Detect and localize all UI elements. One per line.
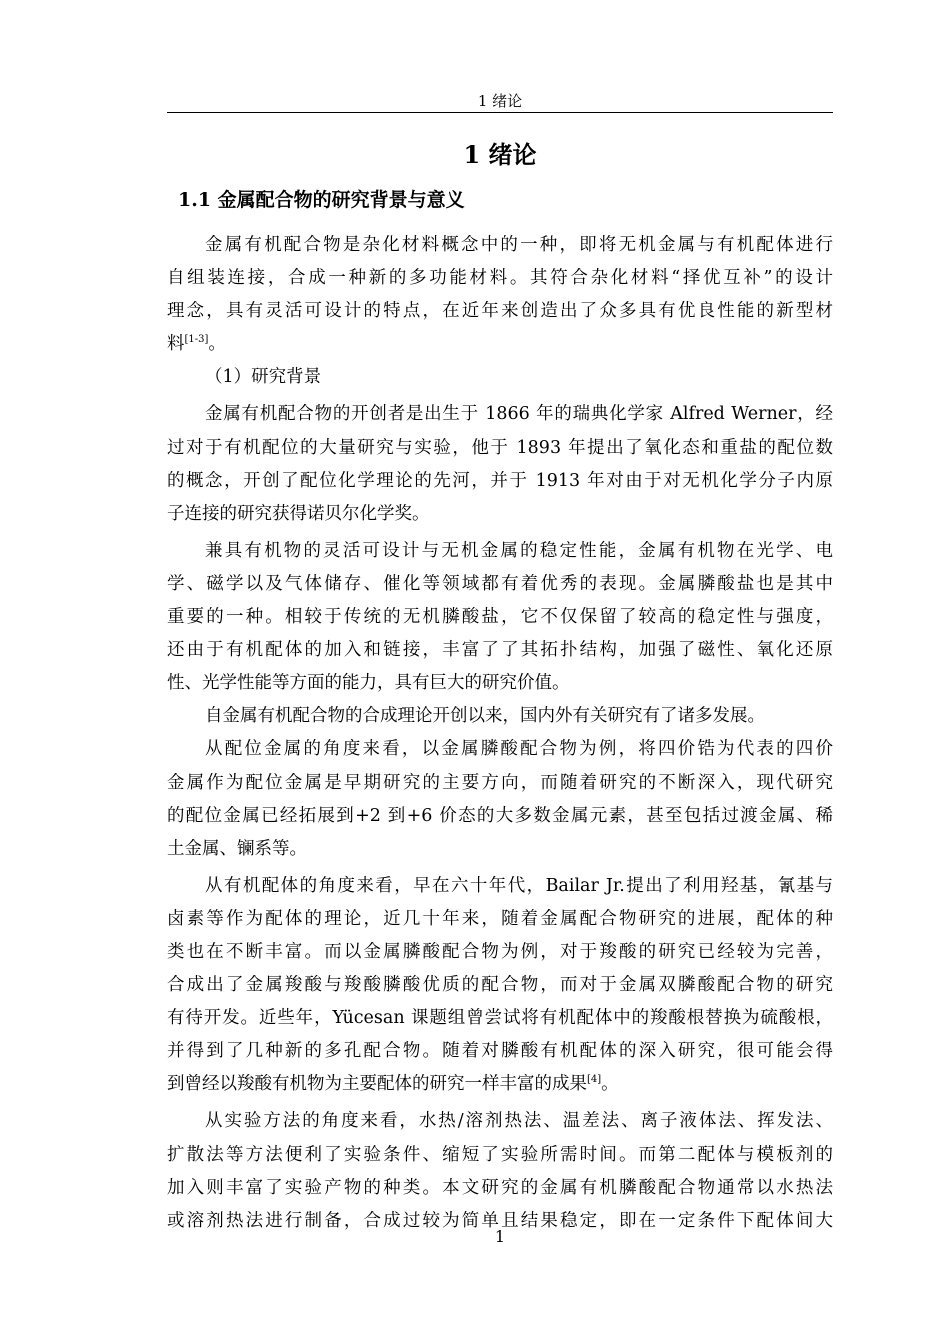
text-line [167, 767, 833, 800]
line-text: 金属有机配合物是杂化材料概念中的一种，即将无机金属与有机配体进行 [205, 235, 833, 255]
line-text: 理念，具有灵活可设计的特点，在近年来创造出了众多具有优良性能的新型材 [167, 301, 833, 322]
line-text: 合成出了金属羧酸与羧酸膦酸优质的配合物，而对于金属双膦酸配合物的研究 [167, 975, 833, 996]
line-text: 扩散法等方法便利了实验条件、缩短了实验所需时间。而第二配体与模板剂的 [167, 1144, 833, 1165]
text-line [167, 262, 833, 295]
text-line [167, 1105, 833, 1138]
paragraph [167, 361, 833, 394]
text-line [167, 498, 833, 531]
text-line [167, 535, 833, 568]
text-line [167, 936, 833, 969]
text-line [167, 1139, 833, 1172]
line-tail: 。 [601, 1074, 619, 1095]
citation-superscript: [4] [587, 1074, 602, 1086]
line-text: 从有机配体的角度来看，早在六十年代，Bailar Jr.提出了利用羟基，氰基与 [205, 875, 833, 896]
page-number: 1 [494, 1227, 506, 1246]
line-text: 兼具有机物的灵活可设计与无机金属的稳定性能，金属有机物在光学、电 [205, 540, 833, 561]
paragraph [167, 733, 833, 865]
line-text: 性、光学性能等方面的能力，具有巨大的研究价值。 [167, 673, 570, 694]
section-title: 1.1 金属配合物的研究背景与意义 [178, 189, 465, 211]
text-line [167, 601, 833, 634]
header-rule [167, 112, 833, 113]
text-line [167, 800, 833, 833]
text-line [167, 328, 833, 361]
text-line [167, 833, 833, 866]
line-text: 料 [167, 334, 185, 355]
text-line [167, 1035, 833, 1068]
line-text: 子连接的研究获得诺贝尔化学奖。 [167, 503, 430, 524]
text-line [167, 733, 833, 766]
paragraph [167, 535, 833, 700]
line-text: （1）研究背景 [205, 367, 322, 388]
line-text: 学、磁学以及气体储存、催化等领域都有着优秀的表现。金属膦酸盐也是其中 [167, 573, 833, 594]
text-line [167, 465, 833, 498]
line-text: 的配位金属已经拓展到+2 到+6 价态的大多数金属元素，甚至包括过渡金属、稀 [167, 805, 833, 826]
paragraph [167, 700, 833, 733]
paragraph [167, 229, 833, 361]
text-line [167, 398, 833, 431]
text-line [167, 229, 833, 262]
line-text: 从实验方法的角度来看，水热/溶剂热法、温差法、离子液体法、挥发法、 [205, 1111, 833, 1132]
line-text: 还由于有机配体的加入和链接，丰富了了其拓扑结构，加强了磁性、氧化还原 [167, 640, 833, 661]
line-text: 过对于有机配位的大量研究与实验，他于 1893 年提出了氧化态和重盐的配位数 [167, 437, 833, 458]
text-line [167, 1172, 833, 1205]
line-text: 土金属、镧系等。 [167, 838, 307, 859]
line-text: 加入则丰富了实验产物的种类。本文研究的金属有机膦酸配合物通常以水热法 [167, 1177, 833, 1198]
text-line [167, 1068, 833, 1101]
text-line [167, 903, 833, 936]
text-line [167, 870, 833, 903]
line-tail: 。 [208, 334, 226, 355]
line-text: 或溶剂热法进行制备，合成过较为简单且结果稳定，即在一定条件下配体间大 [167, 1210, 833, 1231]
line-text: 到曾经以羧酸有机物为主要配体的研究一样丰富的成果 [167, 1074, 587, 1095]
text-line [167, 1002, 833, 1035]
line-text: 卤素等作为配体的理论，近几十年来，随着金属配合物研究的进展，配体的种 [167, 908, 833, 929]
citation-superscript: [1-3] [184, 334, 209, 346]
text-line [167, 667, 833, 700]
line-text: 类也在不断丰富。而以金属膦酸配合物为例，对于羧酸的研究已经较为完善， [167, 941, 833, 962]
text-line [167, 700, 833, 733]
body-text [167, 229, 833, 1238]
paragraph [167, 398, 833, 530]
text-line [167, 969, 833, 1002]
line-text: 重要的一种。相较于传统的无机膦酸盐，它不仅保留了较高的稳定性与强度， [167, 607, 833, 628]
text-line [167, 634, 833, 667]
text-line [167, 432, 833, 465]
text-line [167, 568, 833, 601]
chapter-title: 1 绪论 [463, 140, 537, 169]
line-text: 金属作为配位金属是早期研究的主要方向，而随着研究的不断深入，现代研究 [167, 772, 833, 793]
line-text: 的概念，开创了配位化学理论的先河，并于 1913 年对由于对无机化学分子内原 [167, 470, 833, 491]
line-text: 自金属有机配合物的合成理论开创以来，国内外有关研究有了诸多发展。 [205, 706, 765, 727]
line-text: 自组装连接，合成一种新的多功能材料。其符合杂化材料“择优互补”的设计 [167, 268, 834, 289]
text-line [167, 295, 833, 328]
text-line [167, 361, 833, 394]
line-text: 有待开发。近些年，Yücesan 课题组曾尝试将有机配体中的羧酸根替换为硫酸根， [167, 1008, 833, 1029]
running-header: 1 绪论 [477, 92, 523, 110]
line-text: 从配位金属的角度来看，以金属膦酸配合物为例，将四价锆为代表的四价 [205, 739, 833, 760]
paragraph [167, 870, 833, 1102]
paragraph [167, 1105, 833, 1237]
line-text: 并得到了几种新的多孔配合物。随着对膦酸有机配体的深入研究，很可能会得 [167, 1041, 833, 1062]
line-text: 金属有机配合物的开创者是出生于 1866 年的瑞典化学家 Alfred Werner，经 [205, 404, 833, 425]
